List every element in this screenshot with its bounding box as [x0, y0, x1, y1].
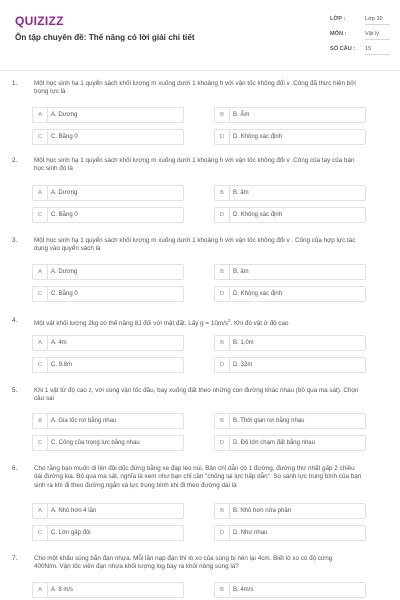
option-letter: A — [33, 336, 48, 350]
question-number: 6. — [12, 465, 18, 472]
option-text: C. Công của trọng lực bằng nhau — [51, 440, 140, 446]
question-text — [34, 237, 386, 254]
question-number: 7. — [12, 555, 18, 562]
option-d[interactable] — [214, 129, 366, 145]
option-letter: D — [215, 358, 230, 372]
option-d[interactable] — [214, 207, 366, 223]
question-line: dụng vào quyển sách là — [34, 245, 101, 253]
option-text: C. Bằng 0 — [51, 134, 78, 140]
question-text — [34, 387, 386, 404]
option-c[interactable] — [32, 129, 184, 145]
option-text: A. Dương — [51, 112, 78, 118]
option-a[interactable] — [32, 335, 184, 351]
question-text — [34, 465, 386, 490]
option-text: D. Độ lớn chạm đất bằng nhau — [233, 440, 315, 446]
question-text — [34, 555, 386, 572]
option-text: C. Lớn gấp đôi — [51, 530, 91, 536]
option-letter: B — [215, 504, 230, 518]
question-line: sinh ra khi đi theo đường ngắn và lực trung bình khi đi theo đường dài là — [34, 481, 237, 489]
option-text: C. Bằng 0 — [51, 212, 78, 218]
option-letter: A — [33, 414, 48, 428]
option-text: D. Như nhau — [233, 530, 268, 536]
option-letter: D — [215, 130, 230, 144]
question-line: học sinh đó là — [34, 165, 73, 173]
option-letter: D — [215, 287, 230, 301]
grade-value: Lớp 10 — [365, 16, 390, 25]
grade-label: LỚP : — [330, 16, 346, 22]
option-text: D. 32m — [233, 362, 253, 368]
option-letter: B — [215, 108, 230, 122]
option-b[interactable] — [214, 503, 366, 519]
question-text — [34, 157, 386, 174]
option-text: D. Không xác định — [233, 291, 283, 297]
option-d[interactable] — [214, 525, 366, 541]
option-a[interactable] — [32, 185, 184, 201]
worksheet-title: Ôn tập chuyên đề: Thế năng có lời giải chi tiết — [15, 33, 195, 42]
option-d[interactable] — [214, 357, 366, 373]
option-letter: A — [33, 186, 48, 200]
option-a[interactable] — [32, 582, 184, 598]
question-line: Một vật khối lượng 2kg có thế năng 8J đối với mặt đất. Lấy g = 10m/s — [34, 320, 228, 328]
option-letter: B — [215, 265, 230, 279]
question-number: 2. — [12, 157, 18, 164]
question-line: Một học sinh hạ 1 quyển sách khối lượng m xuống dưới 1 khoảng h với vận tốc không đổi v .Công đã thực hiện bởi — [34, 80, 356, 87]
option-letter: C — [33, 130, 48, 144]
question-line: Khi 1 vật từ độ cao z, với cùng vận tốc đầu, bay xuống đất theo những con đường khác nhau (bỏ qua ma sát). Chọn — [34, 387, 359, 394]
option-letter: B — [215, 336, 230, 350]
question-line: 400N/m. Vận tốc viên đạn nhựa khối lượng log bay ra khỏi nòng súng là? — [34, 563, 239, 571]
option-text: B. Nhỏ hơn nửa phần — [233, 508, 291, 514]
option-letter: B — [215, 186, 230, 200]
option-letter: D — [215, 208, 230, 222]
question-line: Một học sinh hạ 1 quyển sách khối lượng m xuống dưới 1 khoảng h với vận tốc không đổi v .Công của tay của bạn — [34, 157, 355, 164]
superscript: 2 — [227, 318, 231, 323]
option-letter: A — [33, 108, 48, 122]
option-b[interactable] — [214, 413, 366, 429]
question-number: 4. — [12, 317, 18, 324]
option-letter: D — [215, 436, 230, 450]
option-text: A. 8 m/s — [51, 587, 74, 593]
question-line: Một học sinh hạ 1 quyển sách khối lượng m xuống dưới 1 khoảng h với vận tốc không đổi v . Công của hợp lực tác — [34, 237, 356, 244]
option-text: B. Âm — [233, 112, 250, 118]
option-letter: A — [33, 504, 48, 518]
option-text: A. Nhỏ hơn 4 lần — [51, 508, 97, 514]
option-a[interactable] — [32, 107, 184, 123]
question-number: 3. — [12, 237, 18, 244]
question-number: 5. — [12, 387, 18, 394]
option-a[interactable] — [32, 503, 184, 519]
option-c[interactable] — [32, 525, 184, 541]
question-line: dài đường kia. Bỏ qua ma sát, nghĩa là xem như bạn chỉ cần "chống lại lực hấp dẫn". So sánh lực trung bình của bạn — [34, 473, 362, 481]
option-c[interactable] — [32, 435, 184, 451]
option-letter: C — [33, 358, 48, 372]
quizizz-logo: QUIZIZZ — [15, 14, 64, 28]
option-c[interactable] — [32, 357, 184, 373]
option-letter: A — [33, 265, 48, 279]
option-text: B. âm — [233, 190, 249, 196]
option-text: A. 4m — [51, 340, 67, 346]
option-text: D. Không xác định — [233, 212, 283, 218]
option-letter: B — [215, 583, 230, 597]
question-line: Cho một khẩu súng bắn đạn nhựa. Mỗi lần nạp đạn thì lò xo của súng bị nén lại 4cm. Biết lò xo có độ cứng — [34, 555, 333, 562]
subject-label: MÔN : — [330, 31, 347, 37]
option-text: C. 9,8m — [51, 362, 73, 368]
option-letter: A — [33, 583, 48, 597]
option-d[interactable] — [214, 435, 366, 451]
question-number: 1. — [12, 80, 18, 87]
option-text: B. 4m/s — [233, 587, 254, 593]
question-text — [34, 317, 386, 329]
option-text: A. Dương — [51, 269, 78, 275]
option-a[interactable] — [32, 264, 184, 280]
option-a[interactable] — [32, 413, 184, 429]
option-text: C. Bằng 0 — [51, 291, 78, 297]
question-line-end: . Khi đó vật ở độ cao — [230, 320, 289, 328]
option-letter: D — [215, 526, 230, 540]
option-letter: B — [215, 414, 230, 428]
subject-value: Vật lý — [365, 31, 390, 40]
option-letter: C — [33, 208, 48, 222]
option-b[interactable] — [214, 264, 366, 280]
option-text: B. Thời gian rơi bằng nhau — [233, 418, 305, 424]
option-c[interactable] — [32, 286, 184, 302]
option-d[interactable] — [214, 286, 366, 302]
option-b[interactable] — [214, 335, 366, 351]
worksheet-header — [0, 0, 400, 71]
question-line: trọng lực là — [34, 88, 66, 96]
option-b[interactable] — [214, 185, 366, 201]
option-text: A. Gia tốc rơi bằng nhau — [51, 418, 117, 424]
question-text — [34, 80, 386, 97]
question-count-label: SỐ CÂU : — [330, 46, 356, 52]
option-b[interactable] — [214, 107, 366, 123]
question-line: câu sai — [34, 395, 54, 403]
option-c[interactable] — [32, 207, 184, 223]
option-letter: C — [33, 287, 48, 301]
question-count-value: 15 — [365, 46, 390, 55]
option-letter: C — [33, 436, 48, 450]
option-text: A. Dương — [51, 190, 78, 196]
option-text: B. 1,0m — [233, 340, 254, 346]
option-text: B. âm — [233, 269, 249, 275]
question-line: Cho rằng bạn muốn di lên đồi dốc đứng bằng xe đạp leo núi. Bản chỉ dẫn có 1 đường, đường thứ nhất gấp 2 chiều — [34, 465, 355, 472]
option-text: D. Không xác định — [233, 134, 283, 140]
option-letter: C — [33, 526, 48, 540]
option-b[interactable] — [214, 582, 366, 598]
